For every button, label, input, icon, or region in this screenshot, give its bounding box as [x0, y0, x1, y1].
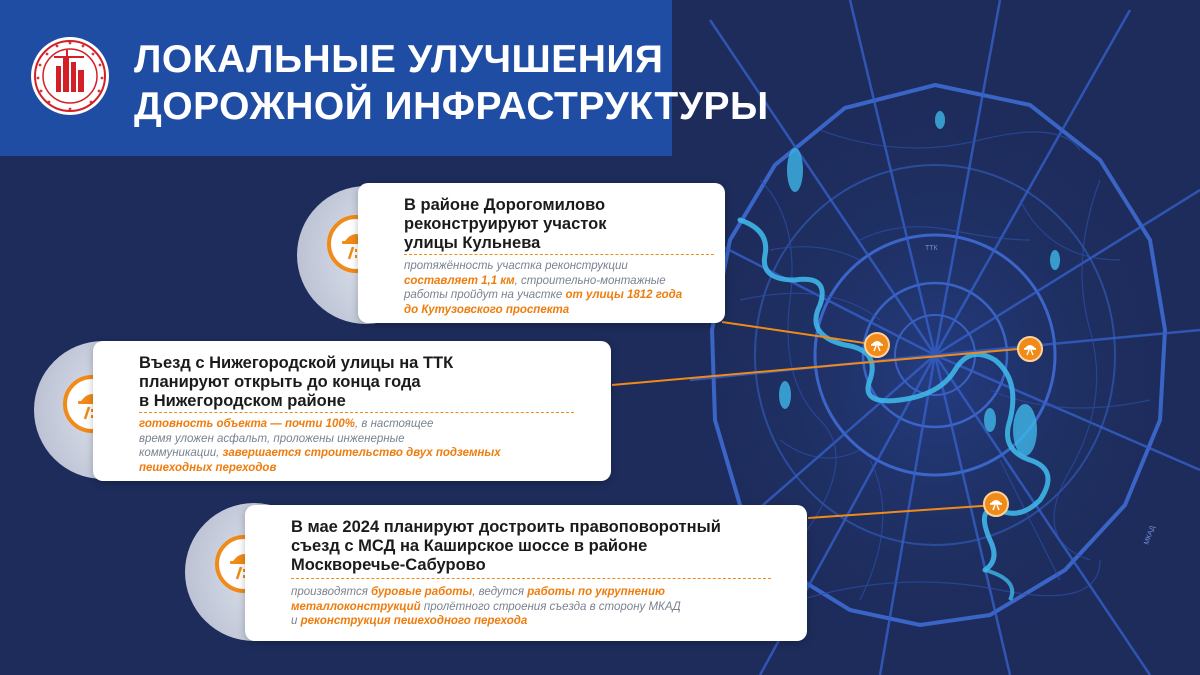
info-card-kashirskoe — [245, 505, 807, 641]
card-text: готовность объекта — почти 100%, в настоящее время уложен асфальт, проложены инженерные коммуникации, завершается строительство двух подземных пешеходных переходов — [139, 418, 501, 474]
logo-emblem-icon — [30, 36, 110, 116]
title-line-2: ДОРОЖНОЙ ИНФРАСТРУКТУРЫ — [134, 85, 769, 128]
card-text: производятся буровые работы, ведутся работы по укрупнению металлоконструкций пролётного строения съезда в сторону МКАД и реконструкция пешеходного перехода — [291, 586, 681, 627]
header-banner — [0, 0, 769, 156]
card-title: Въезд с Нижегородской улицы на ТТК планируют открыть до конца года в Нижегородском районе — [139, 354, 454, 410]
card-divider — [291, 578, 771, 579]
info-card-dorogomilovo — [358, 183, 725, 323]
page-title — [134, 36, 769, 130]
card-title: В мае 2024 планируют достроить правоповоротный съезд с МСД на Каширское шоссе в районе Москворечье-Сабурово — [291, 518, 721, 574]
card-text: протяжённость участка реконструкции составляет 1,1 км, строительно-монтажные работы пройдут на участке от улицы 1812 года до Кутузовского проспекта — [404, 260, 683, 316]
title-line-1: ЛОКАЛЬНЫЕ УЛУЧШЕНИЯ — [134, 38, 664, 81]
map-marker-icon[interactable] — [864, 332, 890, 358]
card-title: В районе Дорогомилово реконструируют участок улицы Кульнева — [404, 196, 607, 252]
map-label-ttk: ТТК — [925, 245, 938, 252]
map-label-mkad: МКАД — [1143, 524, 1157, 546]
map-marker-icon[interactable] — [1017, 336, 1043, 362]
card-divider — [139, 412, 574, 413]
info-card-nizhegorodskaya — [93, 341, 611, 481]
card-divider — [404, 254, 714, 255]
map-marker-icon[interactable] — [983, 491, 1009, 517]
